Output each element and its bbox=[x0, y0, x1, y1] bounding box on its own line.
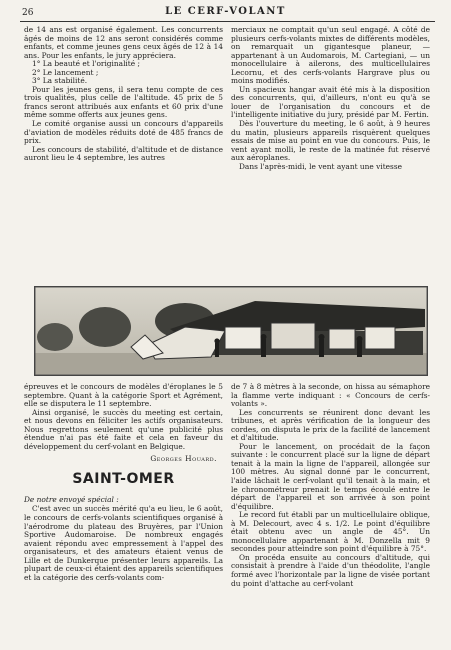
photo-graphic bbox=[35, 287, 427, 375]
author-signature: Georges Houard. bbox=[150, 454, 217, 464]
criteria-item: 3° La stabilité. bbox=[32, 76, 88, 86]
top-right-column bbox=[231, 26, 430, 278]
paragraph: merciaux ne comptait qu'un seul engagé. A côté de plusieurs cerfs-volants mixtes de différents modèles, on remarquait un gigantesque planeur, — appartenant à un Audomarois, M. Cartegiani, — un monocellulaire à ailerons, des multicellulaires Lecornu, et des cerfs-volants Hargrave plus ou moins modifiés. bbox=[231, 26, 430, 86]
page-number: 26 bbox=[22, 8, 34, 18]
paragraph: Un spacieux hangar avait été mis à la disposition des concurrents, qui, d'ailleurs, n'ont eu qu'à se louer de l'organisation du concours et de l'intelligente initiative du jury, présidé par M. Fertin. bbox=[231, 84, 430, 120]
criteria-item: 1° La beauté et l'originalité ; bbox=[32, 59, 140, 69]
section-title: SAINT-OMER bbox=[72, 470, 175, 487]
paragraph: de 7 à 8 mètres à la seconde, on hissa au sémaphore la flamme verte indiquant : « Concours de cerfs-volants ». bbox=[231, 383, 430, 409]
paragraph: Le record fut établi par un multicellulaire oblique, à M. Delecourt, avec 4 s. 1/2. Le point d'équilibre était obtenu avec un angle de 45°. Un monocellulaire appartenant à M. Donzella mit 9 secondes pour atteindre son point d'équilibre à 75°. bbox=[231, 510, 430, 554]
running-title: LE CERF-VOLANT bbox=[165, 6, 286, 17]
paragraph: Les concours de stabilité, d'altitude et de distance auront lieu le 4 septembre, les autres bbox=[24, 144, 223, 163]
paragraph: Les concurrents se réunirent donc devant les tribunes, et après vérification de la longueur des cordes, on disputa le prix de la facilité de lancement et d'altitude. bbox=[231, 407, 430, 443]
paragraph: Dans l'après-midi, le vent ayant une vitesse bbox=[239, 161, 402, 171]
paragraph: Pour les jeunes gens, il sera tenu compte de ces trois qualités, plus celle de l'altitude. 45 prix de 5 francs seront attribués aux enfants et 60 prix d'une même somme offerts aux jeunes gens. bbox=[24, 84, 223, 120]
paragraph: épreuves et le concours de modèles d'éroplanes le 5 septembre. Quant à la catégorie Sport et Agrément, elle se disputera le 11 septembre. bbox=[24, 383, 223, 409]
bottom-left-column bbox=[24, 383, 223, 645]
bottom-right-column bbox=[231, 383, 430, 645]
paragraph: de 14 ans est organisé également. Les concurrents âgés de moins de 12 ans seront considérés comme enfants, et comme jeunes gens ceux âgés de 12 à 14 ans. Pour les enfants, le jury appréciera. bbox=[24, 26, 223, 60]
paragraph: Dès l'ouverture du meeting, le 6 août, à 9 heures du matin, plusieurs appareils risquèrent quelques essais de mise au point en vue du concours. Puis, le vent ayant molli, le reste de la matinée fut réservé aux aéroplanes. bbox=[231, 119, 430, 163]
paragraph: Ainsi organisé, le succès du meeting est certain, et nous devons en féliciter les actifs organisateurs. Nous regrettons seulement qu'une publicité plus étendue n'ai pas été faite et cela en faveur du développement du cerf-volant en Belgique. bbox=[24, 407, 223, 451]
paragraph: Le comité organise aussi un concours d'appareils d'aviation de modèles réduits doté de 485 francs de prix. bbox=[24, 119, 223, 146]
criteria-item: 2° Le lancement ; bbox=[32, 67, 99, 77]
kite-meeting-field-photo bbox=[34, 286, 428, 376]
header-rule bbox=[20, 21, 435, 22]
paragraph: On procéda ensuite au concours d'altitude, qui consistait à prendre à l'aide d'un théodolite, l'angle formé avec l'horizontale par la ligne de visée portant du point d'attache au cerf-volant bbox=[231, 552, 430, 588]
paragraph: C'est avec un succès mérité qu'a eu lieu, le 6 août, le concours de cerfs-volants scientifiques organisé à l'aérodrome du plateau des Bruyères, par l'Union Sportive Audomaroise. De nombreux engagés avaient répondu avec empressement à l'appel des organisateurs, et des amateurs étaient venus de Lille et de Dunkerque présenter leurs appareils. La plupart de ceux-ci étaient des appareils scientifiques et la catégorie des cerfs-volants com- bbox=[24, 504, 223, 582]
top-left-column bbox=[24, 26, 223, 278]
paragraph: Pour le lancement, on procédait de la façon suivante : le concurrent placé sur la ligne de départ tenait à la main la ligne de l'appareil, allongée sur 100 mètres. Au signal donné par le concurrent, l'aide lâchait le cerf-volant qu'il tenait à la main, et le chronométreur prenait le temps écoulé entre le départ de l'appareil et son arrivée à son point d'équilibre. bbox=[231, 441, 430, 511]
correspondent-line: De notre envoyé spécial : bbox=[24, 494, 119, 504]
